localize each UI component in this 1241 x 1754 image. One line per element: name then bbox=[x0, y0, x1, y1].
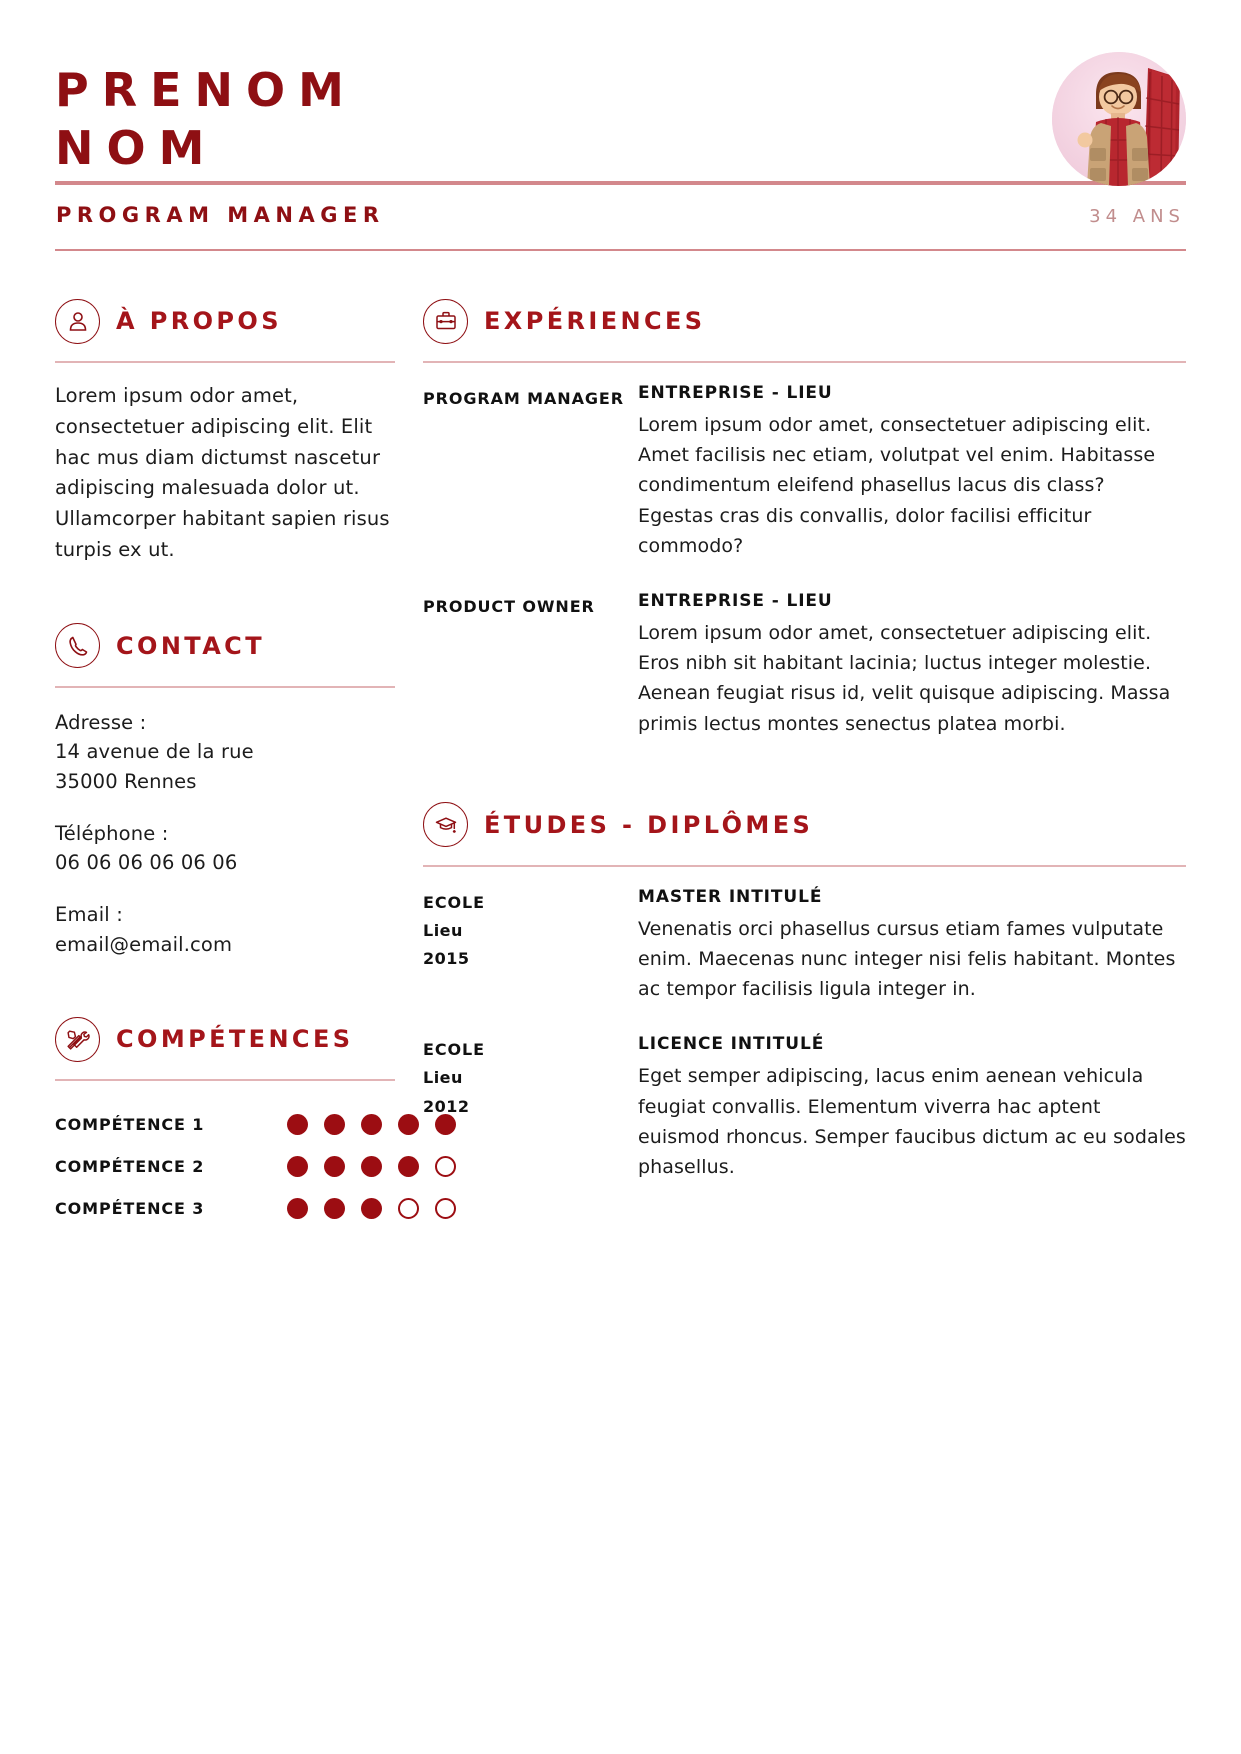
skill-dot-filled bbox=[324, 1114, 345, 1135]
skill-row bbox=[55, 1103, 395, 1145]
about-section bbox=[55, 297, 395, 566]
experience-entry-left bbox=[423, 383, 638, 561]
skill-dot-filled bbox=[324, 1156, 345, 1177]
experience-description: Lorem ipsum odor amet, consectetuer adipiscing elit. Eros nibh sit habitant lacinia; luctus integer molestie. Aenean feugiat risus id, velit quisque adipiscing. Massa primis lectus montes senectus platea morbi. bbox=[638, 622, 1171, 735]
education-year: 2015 bbox=[423, 949, 470, 969]
skills-section-rule bbox=[55, 1079, 395, 1081]
about-text: Lorem ipsum odor amet, consectetuer adipiscing elit. Elit hac mus diam dictumst nascetur adipiscing malesuada dolor ut. Ullamcorper habitant sapien risus turpis ex ut. bbox=[55, 384, 390, 561]
graduation-cap-icon bbox=[423, 802, 468, 847]
skill-label: COMPÉTENCE 3 bbox=[55, 1198, 205, 1218]
left-column bbox=[55, 297, 395, 1229]
name-block bbox=[55, 62, 815, 178]
cv-body bbox=[55, 297, 1186, 1229]
avatar bbox=[1052, 52, 1186, 186]
skills-section-title: COMPÉTENCES bbox=[116, 1025, 354, 1054]
contact-section-rule bbox=[55, 686, 395, 688]
about-section-head bbox=[55, 297, 395, 345]
education-description: Eget semper adipiscing, lacus enim aenean vehicula feugiat convallis. Elementum viverra hac aptent euismod rhoncus. Semper faucibus dictum ac eu sodales phasellus. bbox=[638, 1065, 1186, 1179]
experience-role: PRODUCT OWNER bbox=[423, 597, 595, 617]
education-school: ECOLE bbox=[423, 892, 485, 912]
education-description: Venenatis orci phasellus cursus etiam fames vulputate enim. Maecenas nunc integer nisi felis habitant. Montes ac tempor facilisis ligula integer in. bbox=[638, 917, 1176, 1001]
contact-email-value: email@email.com bbox=[55, 932, 233, 956]
education-entry bbox=[423, 1034, 1186, 1182]
portrait-photo-icon bbox=[1052, 52, 1186, 186]
age-label: 34 ANS bbox=[1089, 206, 1185, 227]
experience-entry bbox=[423, 383, 1186, 561]
job-title: PROGRAM MANAGER bbox=[56, 203, 385, 227]
education-degree: MASTER INTITULÉ bbox=[638, 886, 823, 907]
experiences-section-title: EXPÉRIENCES bbox=[484, 307, 706, 335]
experience-description: Lorem ipsum odor amet, consectetuer adipiscing elit. Amet facilisis nec etiam, volutpat vel enim. Habitasse condimentum eleifend phasellus lacus dis class? Egestas cras dis convallis, dolor facilisi efficitur commodo? bbox=[638, 414, 1156, 557]
experiences-section-rule bbox=[423, 361, 1186, 363]
skill-dot-filled bbox=[361, 1156, 382, 1177]
experience-entry bbox=[423, 591, 1186, 739]
education-list bbox=[423, 887, 1186, 1182]
contact-address bbox=[55, 708, 395, 797]
experience-company: ENTREPRISE - LIEU bbox=[638, 383, 833, 403]
last-name: NOM bbox=[55, 120, 218, 175]
skill-dot-filled bbox=[361, 1198, 382, 1219]
skill-dot-empty bbox=[435, 1198, 456, 1219]
education-section bbox=[423, 801, 1186, 1182]
briefcase-icon bbox=[423, 299, 468, 344]
education-place: Lieu bbox=[423, 1068, 463, 1088]
skill-row bbox=[55, 1145, 395, 1187]
skill-dot-filled bbox=[287, 1114, 308, 1135]
contact-address-line1: 14 avenue de la rue bbox=[55, 740, 254, 764]
education-section-rule bbox=[423, 865, 1186, 867]
education-entry-right bbox=[638, 887, 1186, 1005]
contact-email bbox=[55, 900, 395, 959]
skill-dot-filled bbox=[398, 1114, 419, 1135]
skill-dot-empty bbox=[398, 1198, 419, 1219]
skill-row bbox=[55, 1187, 395, 1229]
experience-entry-right bbox=[638, 383, 1186, 561]
contact-section bbox=[55, 622, 395, 959]
education-school: ECOLE bbox=[423, 1040, 485, 1060]
header-divider-bottom bbox=[55, 249, 1186, 251]
experiences-list bbox=[423, 383, 1186, 739]
skill-dot-filled bbox=[287, 1198, 308, 1219]
about-section-rule bbox=[55, 361, 395, 363]
skill-dot-filled bbox=[361, 1114, 382, 1135]
skills-list bbox=[55, 1103, 395, 1229]
skill-label: COMPÉTENCE 1 bbox=[55, 1114, 205, 1134]
education-place: Lieu bbox=[423, 920, 463, 940]
experience-entry-left bbox=[423, 591, 638, 739]
about-section-title: À PROPOS bbox=[116, 307, 282, 335]
experiences-section bbox=[423, 297, 1186, 739]
phone-icon bbox=[55, 623, 100, 668]
experience-role: PROGRAM MANAGER bbox=[423, 389, 624, 408]
contact-section-head bbox=[55, 622, 395, 670]
skill-dot-filled bbox=[287, 1156, 308, 1177]
contact-address-label: Adresse : bbox=[55, 710, 147, 734]
education-section-title: ÉTUDES - DIPLÔMES bbox=[484, 810, 814, 839]
skill-rating bbox=[287, 1198, 456, 1219]
contact-list bbox=[55, 708, 395, 959]
education-degree: LICENCE INTITULÉ bbox=[638, 1034, 825, 1055]
education-section-head bbox=[423, 801, 1186, 849]
skills-section-head bbox=[55, 1015, 395, 1063]
skill-label: COMPÉTENCE 2 bbox=[55, 1156, 205, 1176]
experience-entry-right bbox=[638, 591, 1186, 739]
tools-icon bbox=[55, 1017, 100, 1062]
contact-email-label: Email : bbox=[55, 902, 123, 926]
experiences-section-head bbox=[423, 297, 1186, 345]
contact-phone-label: Téléphone : bbox=[55, 821, 169, 845]
education-year: 2012 bbox=[423, 1096, 470, 1116]
education-entry-left bbox=[423, 887, 638, 1005]
experience-company: ENTREPRISE - LIEU bbox=[638, 591, 833, 612]
subheader bbox=[55, 185, 1186, 227]
cv-header bbox=[55, 0, 1186, 175]
education-entry-right bbox=[638, 1034, 1186, 1182]
person-icon bbox=[55, 299, 100, 344]
education-entry bbox=[423, 887, 1186, 1005]
contact-address-line2: 35000 Rennes bbox=[55, 770, 197, 794]
skill-dot-filled bbox=[324, 1198, 345, 1219]
education-entry-left bbox=[423, 1034, 638, 1182]
contact-section-title: CONTACT bbox=[116, 631, 265, 660]
first-name: PRENOM bbox=[55, 63, 357, 117]
skills-section bbox=[55, 1015, 395, 1229]
skill-dot-filled bbox=[398, 1156, 419, 1177]
right-column bbox=[423, 297, 1186, 1182]
contact-phone-value: 06 06 06 06 06 06 bbox=[55, 851, 238, 875]
contact-phone bbox=[55, 819, 395, 878]
